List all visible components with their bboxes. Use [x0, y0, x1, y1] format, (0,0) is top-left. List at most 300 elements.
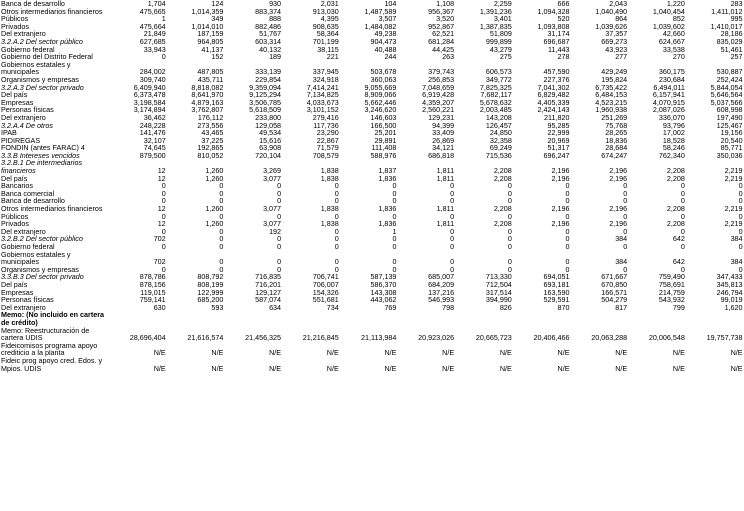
- table-row: [0, 327, 744, 342]
- row-value-cell: 674,247: [601, 150, 628, 160]
- row-value-cell: [340, 311, 398, 326]
- row-value-cell: 4,523,215: [595, 97, 628, 107]
- row-label: 3.2.B.2 Del sector público: [1, 234, 83, 244]
- row-value-cell: 1: [392, 226, 397, 236]
- row-value-cell: 0: [450, 226, 455, 236]
- row-value-cell: 475,665: [139, 6, 166, 16]
- row-value-cell: 671,667: [601, 272, 628, 282]
- row-value-cell: 0: [565, 196, 570, 206]
- row-value-cell: 7,048,659: [422, 82, 455, 92]
- row-value-cell: 95,285: [547, 120, 570, 130]
- row-value-cell: 230,684: [658, 74, 685, 84]
- row-value-cell: N/E: [672, 363, 685, 373]
- row-value-cell: [571, 311, 629, 326]
- row-value-cell: 0: [507, 211, 512, 221]
- row-value-cell: N/E: [730, 363, 743, 373]
- row-value-cell: 817: [615, 302, 628, 312]
- row-value-cell: 964,805: [197, 36, 224, 46]
- row-value-cell: 0: [738, 181, 743, 191]
- row-value-cell: 684,209: [428, 279, 455, 289]
- row-label: Del extranjero: [1, 302, 46, 312]
- row-value-cell: 34,121: [432, 143, 455, 153]
- row-value-cell: 878,786: [139, 272, 166, 282]
- row-value-cell: 152: [211, 52, 224, 62]
- row-value-cell: 12: [157, 173, 166, 183]
- row-value-cell: 758,691: [658, 279, 685, 289]
- row-value-cell: 0: [334, 257, 339, 267]
- row-label: Privados: [1, 219, 29, 229]
- row-value-cell: 2,219: [724, 219, 743, 229]
- row-value-cell: 0: [450, 234, 455, 244]
- row-value-cell: 608,998: [716, 105, 743, 115]
- row-label: Organismos y empresas: [1, 74, 79, 84]
- row-value-cell: 125,467: [716, 120, 743, 130]
- row-value-cell: 0: [738, 196, 743, 206]
- row-value-cell: 384: [615, 257, 628, 267]
- row-value-cell: 6,919,428: [422, 90, 455, 100]
- row-value-cell: 0: [680, 242, 685, 251]
- row-value-cell: 20,006,548: [648, 333, 685, 343]
- row-label: Del país: [1, 90, 28, 100]
- row-value-cell: 75,768: [605, 120, 628, 130]
- row-value-cell: 117,736: [313, 120, 339, 130]
- row-value-cell: 360,063: [370, 74, 397, 84]
- row-value-cell: 0: [334, 242, 339, 251]
- row-value-cell: 2,208: [666, 166, 685, 176]
- table-row: [0, 228, 744, 236]
- row-value-cell: 176,112: [197, 112, 224, 122]
- row-value-cell: 762,340: [658, 150, 685, 160]
- row-value-cell: 5,844,054: [710, 82, 743, 92]
- row-value-cell: 0: [738, 188, 743, 198]
- row-value-cell: 2,087,026: [652, 105, 685, 115]
- row-value-cell: 715,536: [485, 150, 512, 160]
- row-value-cell: 883,374: [255, 6, 282, 16]
- row-value-cell: [628, 311, 686, 326]
- row-value-cell: 283: [730, 0, 743, 8]
- row-value-cell: 33,409: [432, 128, 455, 138]
- row-value-cell: 129,231: [428, 112, 455, 122]
- row-value-cell: 0: [623, 211, 628, 221]
- row-value-cell: 606,573: [485, 67, 512, 77]
- row-value-cell: 634: [269, 302, 282, 312]
- row-value-cell: 0: [161, 181, 166, 191]
- row-label: Memo: (No incluido en cartera de crédito): [1, 310, 105, 327]
- row-value-cell: N/E: [615, 348, 628, 358]
- row-value-cell: 0: [450, 188, 455, 198]
- row-value-cell: 0: [392, 211, 397, 221]
- row-value-cell: 0: [507, 196, 512, 206]
- row-value-cell: N/E: [326, 348, 339, 358]
- row-value-cell: 0: [623, 264, 628, 274]
- row-label: Del país: [1, 173, 28, 183]
- row-value-cell: 435,711: [197, 74, 224, 84]
- row-value-cell: 31,174: [547, 29, 570, 39]
- row-value-cell: 696,247: [543, 150, 570, 160]
- row-value-cell: 3,269: [263, 166, 282, 176]
- row-value-cell: 642: [672, 257, 685, 267]
- row-value-cell: 1,811: [436, 166, 455, 176]
- row-value-cell: 19,156: [720, 128, 743, 138]
- row-value-cell: 2,424,143: [537, 105, 570, 115]
- row-value-cell: 214,759: [658, 287, 685, 297]
- row-value-cell: 0: [450, 211, 455, 221]
- table-row: [0, 205, 744, 213]
- row-value-cell: 701,199: [312, 36, 339, 46]
- row-value-cell: 22,867: [316, 135, 339, 145]
- row-label: Memo: Reestructuración de cartera UDIS: [1, 325, 90, 343]
- row-value-cell: 1,014,359: [191, 6, 224, 16]
- row-label: Fideic prog apoyo cred. Edos. y Mpios. UDIS: [1, 355, 103, 373]
- row-value-cell: 5,646,564: [710, 90, 743, 100]
- row-value-cell: 2,208: [666, 173, 685, 183]
- row-value-cell: 487,805: [197, 67, 224, 77]
- row-label: Organismos y empresas: [1, 264, 79, 274]
- row-value-cell: 257: [730, 52, 743, 62]
- row-value-cell: 29,891: [374, 135, 397, 145]
- row-value-cell: 864: [615, 14, 628, 24]
- row-value-cell: 22,999: [547, 128, 570, 138]
- row-label: 3.2.A.4 De otros: [1, 120, 53, 130]
- row-value-cell: 1,811: [436, 173, 455, 183]
- row-value-cell: 1,014,010: [191, 21, 224, 31]
- row-value-cell: 0: [334, 211, 339, 221]
- row-value-cell: 769: [384, 302, 397, 312]
- row-value-cell: 6,494,011: [653, 82, 685, 92]
- row-label: 3.3.B.3 Del sector privado: [1, 272, 84, 282]
- row-label: Del extranjero: [1, 226, 46, 236]
- row-value-cell: N/E: [211, 348, 224, 358]
- row-label: Públicos: [1, 211, 29, 221]
- row-value-cell: 0: [565, 257, 570, 267]
- row-value-cell: 43,465: [201, 128, 224, 138]
- row-value-cell: 28,696,404: [129, 333, 166, 343]
- row-value-cell: 192: [269, 226, 282, 236]
- row-value-cell: 627,685: [139, 36, 166, 46]
- row-value-cell: 716,201: [255, 279, 282, 289]
- row-value-cell: 0: [219, 211, 224, 221]
- row-value-cell: 2,196: [609, 219, 628, 229]
- row-value-cell: 1,387,835: [479, 21, 512, 31]
- row-value-cell: 6,735,422: [595, 82, 628, 92]
- row-value-cell: 7,825,325: [479, 82, 512, 92]
- row-value-cell: 2,031: [320, 0, 339, 8]
- row-value-cell: N/E: [442, 363, 455, 373]
- row-value-cell: 0: [277, 242, 282, 251]
- row-value-cell: 189: [269, 52, 282, 62]
- table-row: [0, 159, 744, 174]
- row-value-cell: 0: [392, 188, 397, 198]
- row-value-cell: 530,887: [716, 67, 743, 77]
- row-value-cell: 8,641,970: [191, 90, 224, 100]
- row-value-cell: 706,741: [312, 272, 339, 282]
- row-value-cell: 0: [507, 242, 512, 251]
- row-value-cell: 2,219: [724, 166, 743, 176]
- row-value-cell: 384: [730, 234, 743, 244]
- row-value-cell: 51,809: [489, 29, 512, 39]
- row-value-cell: 0: [507, 234, 512, 244]
- row-value-cell: 0: [219, 188, 224, 198]
- row-value-cell: 2,219: [724, 173, 743, 183]
- row-value-cell: 4,879,163: [191, 97, 224, 107]
- row-label: Gobierno federal: [1, 242, 55, 251]
- row-value-cell: 0: [623, 226, 628, 236]
- row-value-cell: 1,838: [320, 219, 339, 229]
- row-label: Públicos: [1, 14, 29, 24]
- row-value-cell: 2,196: [551, 173, 570, 183]
- row-value-cell: 1,410,017: [710, 21, 743, 31]
- row-value-cell: 0: [277, 211, 282, 221]
- row-value-cell: 457,590: [543, 67, 570, 77]
- row-value-cell: 0: [565, 234, 570, 244]
- row-value-cell: 0: [392, 234, 397, 244]
- row-value-cell: 119,015: [140, 287, 166, 297]
- row-value-cell: 503,678: [370, 67, 397, 77]
- row-value-cell: 58,246: [662, 143, 685, 153]
- row-value-cell: 143,308: [370, 287, 397, 297]
- row-value-cell: 630: [153, 302, 166, 312]
- row-value-cell: 0: [161, 226, 166, 236]
- row-value-cell: N/E: [269, 348, 282, 358]
- row-value-cell: 42,660: [662, 29, 685, 39]
- row-value-cell: 229,854: [255, 74, 282, 84]
- row-value-cell: 0: [334, 226, 339, 236]
- row-value-cell: 19,757,738: [706, 333, 743, 343]
- row-value-cell: N/E: [730, 348, 743, 358]
- row-value-cell: 195,824: [601, 74, 628, 84]
- row-value-cell: N/E: [153, 363, 166, 373]
- row-value-cell: N/E: [384, 348, 397, 358]
- row-value-cell: 1,836: [378, 204, 397, 214]
- row-value-cell: 0: [680, 264, 685, 274]
- row-value-cell: N/E: [499, 363, 512, 373]
- row-value-cell: 62,521: [432, 29, 455, 39]
- row-value-cell: 798: [442, 302, 455, 312]
- table-row: [0, 220, 744, 228]
- table-row: [0, 46, 744, 54]
- row-value-cell: 2,043: [609, 0, 628, 8]
- row-value-cell: 882,486: [255, 21, 282, 31]
- row-value-cell: [167, 311, 225, 326]
- row-value-cell: 1,620: [724, 302, 743, 312]
- row-value-cell: 233,800: [255, 112, 282, 122]
- table-row: [0, 197, 744, 205]
- row-value-cell: 350,036: [716, 150, 743, 160]
- row-value-cell: 251,269: [601, 112, 628, 122]
- row-value-cell: 759,490: [658, 272, 685, 282]
- row-value-cell: 551,681: [312, 295, 339, 305]
- row-value-cell: 284,002: [139, 67, 166, 77]
- row-value-cell: 8,909,066: [364, 90, 397, 100]
- row-value-cell: 28,265: [605, 128, 628, 138]
- row-value-cell: 2,208: [666, 204, 685, 214]
- row-value-cell: 995: [730, 14, 743, 24]
- row-value-cell: [455, 311, 513, 326]
- row-value-cell: 1,487,589: [364, 6, 397, 16]
- row-value-cell: 21,849: [143, 29, 166, 39]
- row-value-cell: 681,284: [428, 36, 455, 46]
- row-value-cell: 384: [615, 234, 628, 244]
- row-label: Banca comercial: [1, 188, 55, 198]
- row-value-cell: 5,037,566: [710, 97, 743, 107]
- table-row: [0, 304, 744, 312]
- row-value-cell: N/E: [211, 363, 224, 373]
- row-value-cell: 0: [334, 264, 339, 274]
- row-value-cell: 20,406,466: [533, 333, 570, 343]
- row-label: Gobiernos estatales y municipales: [1, 249, 71, 267]
- row-value-cell: 734: [326, 302, 339, 312]
- row-value-cell: 21,456,325: [245, 333, 282, 343]
- row-value-cell: 0: [680, 188, 685, 198]
- row-value-cell: 0: [334, 188, 339, 198]
- row-value-cell: 20,063,288: [591, 333, 628, 343]
- row-value-cell: 713,330: [485, 272, 512, 282]
- row-value-cell: 1,260: [205, 219, 224, 229]
- row-value-cell: 0: [507, 181, 512, 191]
- row-value-cell: 0: [565, 226, 570, 236]
- row-label: Banca de desarrollo: [1, 196, 65, 206]
- row-value-cell: 18,528: [662, 135, 685, 145]
- row-value-cell: 2,003,485: [479, 105, 512, 115]
- row-value-cell: 163,590: [543, 287, 570, 297]
- row-value-cell: 0: [738, 264, 743, 274]
- row-value-cell: 587,139: [370, 272, 397, 282]
- row-value-cell: 642: [672, 234, 685, 244]
- row-value-cell: 349: [211, 14, 224, 24]
- row-value-cell: 126,457: [485, 120, 512, 130]
- row-value-cell: 279,416: [312, 112, 339, 122]
- row-value-cell: 0: [507, 226, 512, 236]
- row-value-cell: 154,326: [312, 287, 339, 297]
- row-value-cell: 252,424: [716, 74, 743, 84]
- row-value-cell: 3,174,894: [133, 105, 166, 115]
- row-value-cell: 810,052: [197, 150, 224, 160]
- row-label: Del extranjero: [1, 29, 46, 39]
- row-label: Otros intermediarios financieros: [1, 204, 103, 214]
- row-value-cell: 2,219: [724, 204, 743, 214]
- row-value-cell: 2,208: [493, 219, 512, 229]
- row-value-cell: 3,077: [263, 173, 282, 183]
- row-value-cell: 0: [219, 196, 224, 206]
- row-value-cell: 0: [623, 188, 628, 198]
- row-value-cell: 879,500: [139, 150, 166, 160]
- row-value-cell: 808,199: [197, 279, 224, 289]
- row-value-cell: 2,208: [493, 166, 512, 176]
- row-value-cell: 40,488: [374, 44, 397, 54]
- row-value-cell: 337,945: [312, 67, 339, 77]
- row-value-cell: 908,635: [312, 21, 339, 31]
- row-value-cell: 20,665,723: [475, 333, 512, 343]
- row-value-cell: 99,019: [720, 295, 743, 305]
- row-value-cell: 12: [157, 166, 166, 176]
- row-value-cell: 5,618,509: [249, 105, 282, 115]
- row-value-cell: 24,850: [489, 128, 512, 138]
- row-value-cell: 1,838: [320, 204, 339, 214]
- row-value-cell: 38,115: [317, 44, 339, 54]
- row-value-cell: 33,538: [662, 44, 685, 54]
- row-value-cell: 349,772: [485, 74, 512, 84]
- row-label: Privados: [1, 21, 29, 31]
- row-value-cell: 1,484,082: [364, 21, 397, 31]
- row-value-cell: 43,279: [489, 44, 512, 54]
- row-value-cell: N/E: [384, 363, 397, 373]
- row-value-cell: 51,461: [720, 44, 743, 54]
- row-value-cell: 6,829,482: [537, 90, 570, 100]
- row-value-cell: 3,520: [436, 14, 455, 24]
- row-value-cell: 360,175: [658, 67, 685, 77]
- row-value-cell: 1,838: [320, 166, 339, 176]
- row-value-cell: 3,506,785: [249, 97, 282, 107]
- row-value-cell: 8,818,082: [191, 82, 224, 92]
- row-value-cell: 546,993: [428, 295, 455, 305]
- row-value-cell: 3,198,584: [133, 97, 166, 107]
- row-value-cell: 36,462: [143, 112, 166, 122]
- row-value-cell: 379,743: [428, 67, 455, 77]
- row-value-cell: 666: [557, 0, 570, 8]
- row-value-cell: 1: [161, 14, 166, 24]
- row-value-cell: 2,196: [609, 173, 628, 183]
- row-value-cell: 0: [565, 181, 570, 191]
- row-value-cell: 0: [738, 211, 743, 221]
- table-row: [0, 243, 744, 251]
- row-value-cell: 20,540: [720, 135, 743, 145]
- row-value-cell: 2,196: [609, 204, 628, 214]
- row-value-cell: 0: [680, 226, 685, 236]
- row-value-cell: 0: [277, 257, 282, 267]
- row-value-cell: 20,969: [547, 135, 570, 145]
- row-value-cell: 0: [450, 257, 455, 267]
- row-value-cell: 913,030: [312, 6, 339, 16]
- row-value-cell: 706,007: [312, 279, 339, 289]
- row-value-cell: 520: [557, 14, 570, 24]
- row-value-cell: 0: [565, 188, 570, 198]
- table-row: [0, 23, 744, 31]
- row-value-cell: 324,918: [312, 74, 339, 84]
- row-value-cell: 1,391,236: [479, 6, 512, 16]
- row-label: Empresas: [1, 287, 34, 297]
- table-row: [0, 235, 744, 243]
- row-value-cell: 256,853: [428, 74, 455, 84]
- row-value-cell: 12: [157, 204, 166, 214]
- row-value-cell: 44,425: [432, 44, 455, 54]
- table-row: [0, 122, 744, 130]
- row-value-cell: 0: [277, 234, 282, 244]
- row-value-cell: 1,260: [205, 173, 224, 183]
- row-value-cell: 37,357: [605, 29, 628, 39]
- row-value-cell: 4,070,915: [652, 97, 685, 107]
- table-row: [0, 213, 744, 221]
- row-value-cell: 1,040,454: [652, 6, 685, 16]
- row-value-cell: 32,358: [489, 135, 512, 145]
- row-value-cell: 1,094,328: [537, 6, 570, 16]
- row-value-cell: 0: [334, 196, 339, 206]
- row-value-cell: 17,002: [662, 128, 685, 138]
- row-value-cell: N/E: [442, 348, 455, 358]
- row-value-cell: 11,443: [548, 44, 570, 54]
- row-value-cell: 1,811: [436, 204, 455, 214]
- row-value-cell: [397, 311, 455, 326]
- row-value-cell: 244: [384, 52, 397, 62]
- row-value-cell: 1,260: [205, 204, 224, 214]
- row-label: Banca de desarrollo: [1, 0, 65, 8]
- row-value-cell: 187,159: [197, 29, 224, 39]
- row-value-cell: 122,999: [197, 287, 224, 297]
- row-value-cell: 69,249: [489, 143, 512, 153]
- row-value-cell: 0: [161, 52, 166, 62]
- row-value-cell: 1,260: [205, 166, 224, 176]
- row-value-cell: 904,473: [370, 36, 397, 46]
- row-label: FONDIN (antes FARAC) 4: [1, 143, 85, 153]
